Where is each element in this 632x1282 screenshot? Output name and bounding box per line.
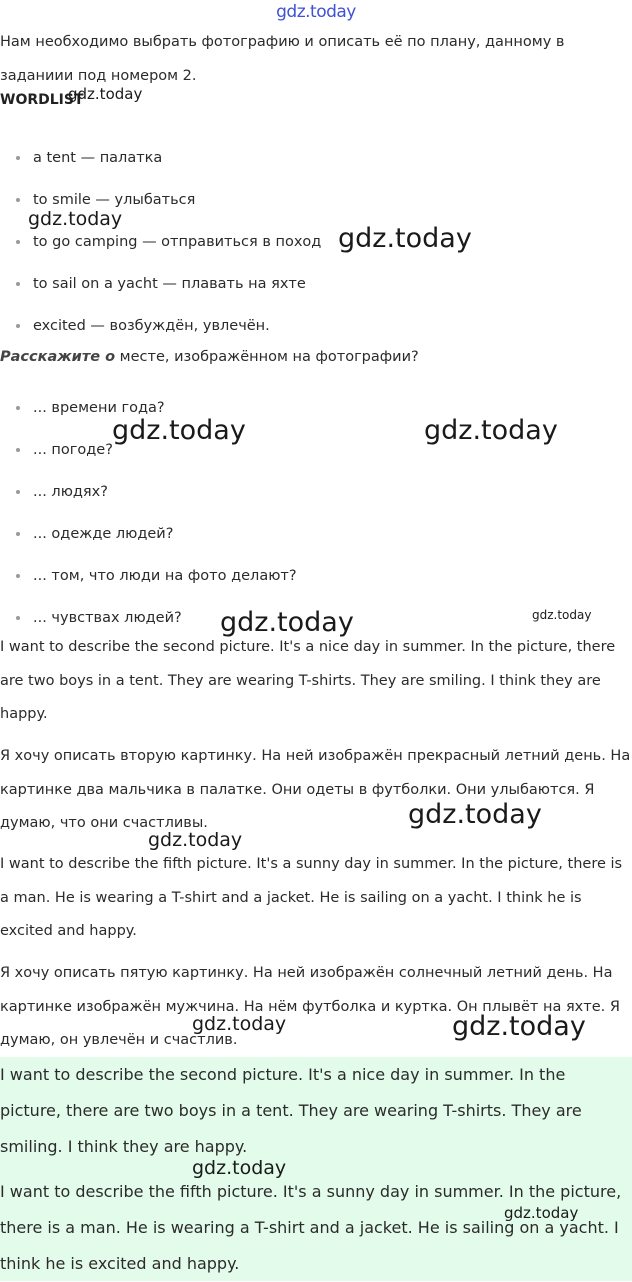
highlighted-answer: I want to describe the second picture. It's a nice day in summer. In the picture, there are two boys in a tent. They are wearing T-shirts. They are smiling. I think they are happy. bbox=[0, 1065, 582, 1156]
watermark: gdz.today bbox=[504, 1204, 579, 1222]
wordlist bbox=[0, 143, 632, 353]
question-heading: Расскажите о месте, изображённом на фотографии? bbox=[0, 349, 419, 365]
list-item: ... погоде? bbox=[0, 435, 632, 477]
watermark: gdz.today bbox=[408, 799, 542, 830]
highlighted-answer: I want to describe the fifth picture. It's a sunny day in summer. In the picture, there is a man. He is wearing a T-shirt and a jacket. He is sailing on a yacht. I think he is excited and happy. bbox=[0, 1182, 622, 1273]
bullet-icon bbox=[16, 448, 20, 452]
list-item: to smile — улыбаться bbox=[0, 185, 632, 227]
highlighted-answer-box bbox=[0, 1057, 632, 1281]
list-item: a tent — палатка bbox=[0, 143, 632, 185]
answer-paragraph: I want to describe the fifth picture. It's a sunny day in summer. In the picture, there is a man. He is wearing a T-shirt and a jacket. He is sailing on a yacht. I think he is excited and happy. bbox=[0, 856, 623, 939]
watermark: gdz.today bbox=[68, 85, 143, 103]
bullet-icon bbox=[16, 406, 20, 410]
list-item: ... том, что люди на фото делают? bbox=[0, 561, 632, 603]
list-item: to sail on a yacht — плавать на яхте bbox=[0, 269, 632, 311]
watermark: gdz.today bbox=[452, 1011, 586, 1042]
list-item: to go camping — отправиться в поход bbox=[0, 227, 632, 269]
wordlist-heading: WORDLIST bbox=[0, 92, 84, 108]
top-watermark: gdz.today bbox=[276, 2, 356, 22]
bullet-icon bbox=[16, 156, 20, 160]
list-item: ... людях? bbox=[0, 477, 632, 519]
bullet-icon bbox=[16, 616, 20, 620]
list-item: ... чувствах людей? bbox=[0, 603, 632, 645]
bullet-icon bbox=[16, 324, 20, 328]
bullet-icon bbox=[16, 574, 20, 578]
bullet-icon bbox=[16, 198, 20, 202]
watermark: gdz.today bbox=[112, 415, 246, 446]
watermark: gdz.today bbox=[338, 223, 472, 254]
bullet-icon bbox=[16, 282, 20, 286]
watermark: gdz.today bbox=[424, 415, 558, 446]
answer-paragraph: Я хочу описать вторую картинку. На ней изображён прекрасный летний день. На картинке два мальчика в палатке. Они одеты в футболки. Они улыбаются. Я думаю, что они счастливы. bbox=[0, 748, 631, 831]
list-item: ... одежде людей? bbox=[0, 519, 632, 561]
watermark: gdz.today bbox=[192, 1157, 287, 1179]
answer-paragraph: Я хочу описать пятую картинку. На ней изображён солнечный летний день. На картинке изображён мужчина. На нём футболка и куртка. Он плывёт на яхте. Я думаю, он увлечён и счастлив. bbox=[0, 965, 620, 1048]
intro-text: Нам необходимо выбрать фотографию и описать её по плану, данному в заданиии под номером 2. bbox=[0, 34, 565, 84]
list-item: excited — возбуждён, увлечён. bbox=[0, 311, 632, 353]
bullet-icon bbox=[16, 490, 20, 494]
watermark: gdz.today bbox=[148, 829, 243, 851]
watermark: gdz.today bbox=[532, 608, 592, 622]
bullet-icon bbox=[16, 240, 20, 244]
watermark: gdz.today bbox=[192, 1013, 287, 1035]
bullet-icon bbox=[16, 532, 20, 536]
answer-paragraph: I want to describe the second picture. It's a nice day in summer. In the picture, there are two boys in a tent. They are wearing T-shirts. They are smiling. I think they are happy. bbox=[0, 639, 616, 722]
list-item: ... времени года? bbox=[0, 393, 632, 435]
watermark: gdz.today bbox=[220, 607, 354, 638]
watermark: gdz.today bbox=[28, 208, 123, 230]
